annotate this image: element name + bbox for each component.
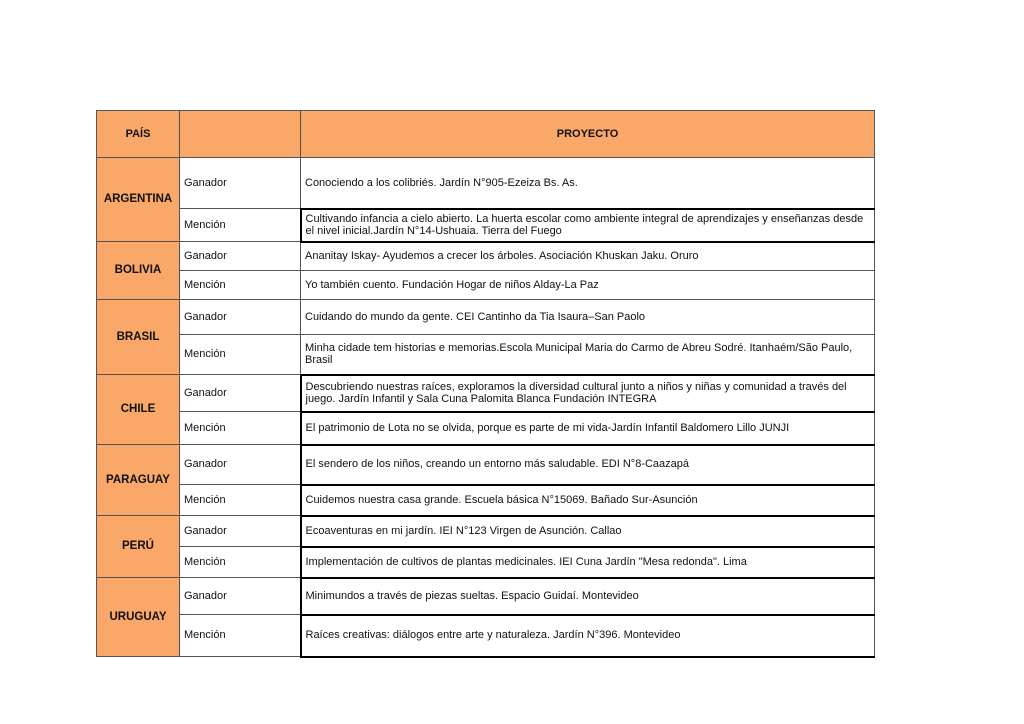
country-cell: ARGENTINA — [97, 158, 180, 242]
category-cell: Mención — [180, 412, 301, 445]
table-row — [97, 209, 875, 242]
table-row — [97, 412, 875, 445]
project-cell: Ecoaventuras en mi jardín. IEI N°123 Virgen de Asunción. Callao — [301, 516, 875, 547]
category-cell: Ganador — [180, 516, 301, 547]
country-cell: CHILE — [97, 375, 180, 445]
project-cell: Cuidemos nuestra casa grande. Escuela básica N°15069. Bañado Sur-Asunción — [301, 485, 875, 516]
project-cell: Minha cidade tem historias e memorias.Escola Municipal Maria do Carmo de Abreu Sodré. Itanhaém/São Paulo, Brasil — [301, 335, 875, 375]
table-row — [97, 158, 875, 209]
category-cell: Mención — [180, 209, 301, 242]
header-country: PAÍS — [97, 111, 180, 158]
project-cell: Descubriendo nuestras raíces, exploramos la diversidad cultural junto a niños y niñas y comunidad a través del juego. Jardín Infantil y Sala Cuna Palomita Blanca Fundación INTEGRA — [301, 375, 875, 412]
country-cell: PERÚ — [97, 516, 180, 578]
category-cell: Mención — [180, 335, 301, 375]
table-row — [97, 485, 875, 516]
category-cell: Ganador — [180, 158, 301, 209]
header-category — [180, 111, 301, 158]
header-project: PROYECTO — [301, 111, 875, 158]
table-row — [97, 578, 875, 615]
header-row — [97, 111, 875, 158]
category-cell: Ganador — [180, 375, 301, 412]
category-cell: Mención — [180, 271, 301, 300]
awards-table — [96, 110, 875, 658]
project-cell: Raíces creativas: diálogos entre arte y naturaleza. Jardín N°396. Montevideo — [301, 615, 875, 657]
category-cell: Mención — [180, 485, 301, 516]
project-cell: Cuidando do mundo da gente. CEI Cantinho da Tia Isaura–San Paolo — [301, 300, 875, 335]
category-cell: Ganador — [180, 242, 301, 271]
table-row — [97, 242, 875, 271]
project-cell: El patrimonio de Lota no se olvida, porque es parte de mi vida-Jardín Infantil Baldomero Lillo JUNJI — [301, 412, 875, 445]
category-cell: Ganador — [180, 445, 301, 485]
project-cell: Ananitay Iskay- Ayudemos a crecer los árboles. Asociación Khuskan Jaku. Oruro — [301, 242, 875, 271]
table-row — [97, 271, 875, 300]
project-cell: Cultivando infancia a cielo abierto. La huerta escolar como ambiente integral de aprendizajes y enseñanzas desde el nivel inicial.Jardín N°14-Ushuaia. Tierra del Fuego — [301, 209, 875, 242]
project-cell: El sendero de los niños, creando un entorno más saludable. EDI N°8-Caazapá — [301, 445, 875, 485]
project-cell: Minimundos a través de piezas sueltas. Espacio Guidaí. Montevideo — [301, 578, 875, 615]
project-cell: Implementación de cultivos de plantas medicinales. IEI Cuna Jardín "Mesa redonda". Lima — [301, 547, 875, 578]
category-cell: Mención — [180, 615, 301, 657]
country-cell: BRASIL — [97, 300, 180, 375]
table-row — [97, 615, 875, 657]
category-cell: Ganador — [180, 578, 301, 615]
table-row — [97, 547, 875, 578]
table-row — [97, 300, 875, 335]
table-row — [97, 445, 875, 485]
table-row — [97, 516, 875, 547]
project-cell: Yo también cuento. Fundación Hogar de niños Alday-La Paz — [301, 271, 875, 300]
country-cell: URUGUAY — [97, 578, 180, 657]
project-cell: Conociendo a los colibriés. Jardín N°905-Ezeiza Bs. As. — [301, 158, 875, 209]
country-cell: BOLIVIA — [97, 242, 180, 300]
table-row — [97, 375, 875, 412]
table-row — [97, 335, 875, 375]
category-cell: Ganador — [180, 300, 301, 335]
category-cell: Mención — [180, 547, 301, 578]
country-cell: PARAGUAY — [97, 445, 180, 516]
